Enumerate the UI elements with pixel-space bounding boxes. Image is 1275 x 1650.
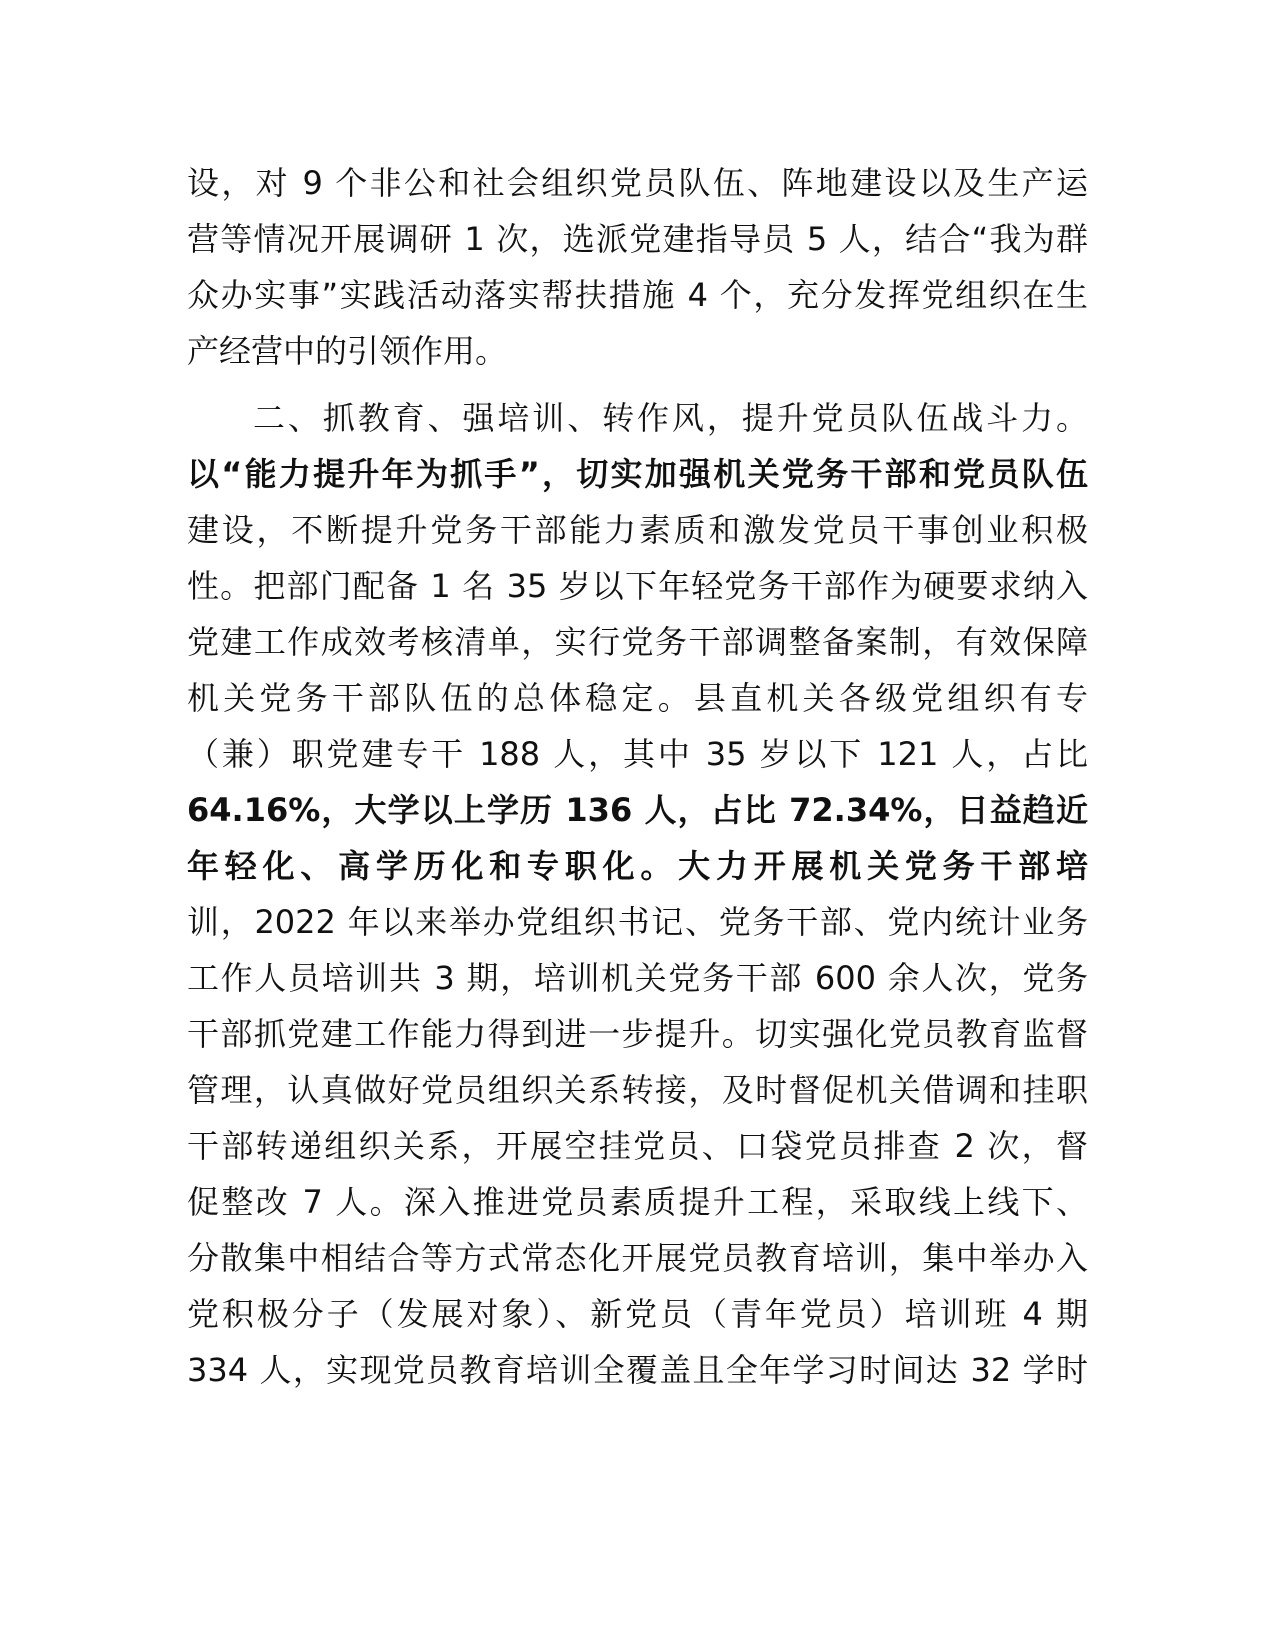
text-line: 党积极分子（发展对象）、新党员（青年党员）培训班 4 期 [187,1295,1088,1333]
text-line: 工作人员培训共 3 期，培训机关党务干部 600 余人次，党务 [187,959,1088,997]
text-line: 机关党务干部队伍的总体稳定。县直机关各级党组织有专 [187,679,1088,717]
text-line: 以“能力提升年为抓手”，切实加强机关党务干部和党员队伍 [187,455,1088,493]
text-line: 334 人，实现党员教育培训全覆盖且全年学习时间达 32 学时 [187,1351,1088,1389]
text-line: 营等情况开展调研 1 次，选派党建指导员 5 人，结合“我为群 [187,220,1088,258]
text-line: 促整改 7 人。深入推进党员素质提升工程，采取线上线下、 [187,1183,1088,1221]
text-line: （兼）职党建专干 188 人，其中 35 岁以下 121 人，占比 [187,735,1088,773]
paragraph-gap [187,379,1088,390]
section-heading-line: 二、抓教育、强培训、转作风，提升党员队伍战斗力。 [253,399,1088,437]
document-body [187,155,1088,1398]
text-line: 建设，不断提升党务干部能力素质和激发党员干事创业积极 [187,511,1088,549]
text-line: 训，2022 年以来举办党组织书记、党务干部、党内统计业务 [187,903,1088,941]
paragraph-2 [187,390,1088,1398]
text-line: 设，对 9 个非公和社会组织党员队伍、阵地建设以及生产运 [187,164,1088,202]
text-line: 分散集中相结合等方式常态化开展党员教育培训，集中举办入 [187,1239,1088,1277]
text-line: 干部转递组织关系，开展空挂党员、口袋党员排查 2 次，督 [187,1127,1088,1165]
text-line: 性。把部门配备 1 名 35 岁以下年轻党务干部作为硬要求纳入 [187,567,1088,605]
text-line: 党建工作成效考核清单，实行党务干部调整备案制，有效保障 [187,623,1088,661]
text-line: 产经营中的引领作用。 [187,332,508,370]
text-line: 年轻化、高学历化和专职化。大力开展机关党务干部培 [187,847,1088,885]
text-line: 64.16%，大学以上学历 136 人，占比 72.34%，日益趋近 [187,791,1088,829]
text-line: 干部抓党建工作能力得到进一步提升。切实强化党员教育监督 [187,1015,1088,1053]
text-line: 众办实事”实践活动落实帮扶措施 4 个，充分发挥党组织在生 [187,276,1088,314]
text-line: 管理，认真做好党员组织关系转接，及时督促机关借调和挂职 [187,1071,1088,1109]
paragraph-1 [187,155,1088,379]
